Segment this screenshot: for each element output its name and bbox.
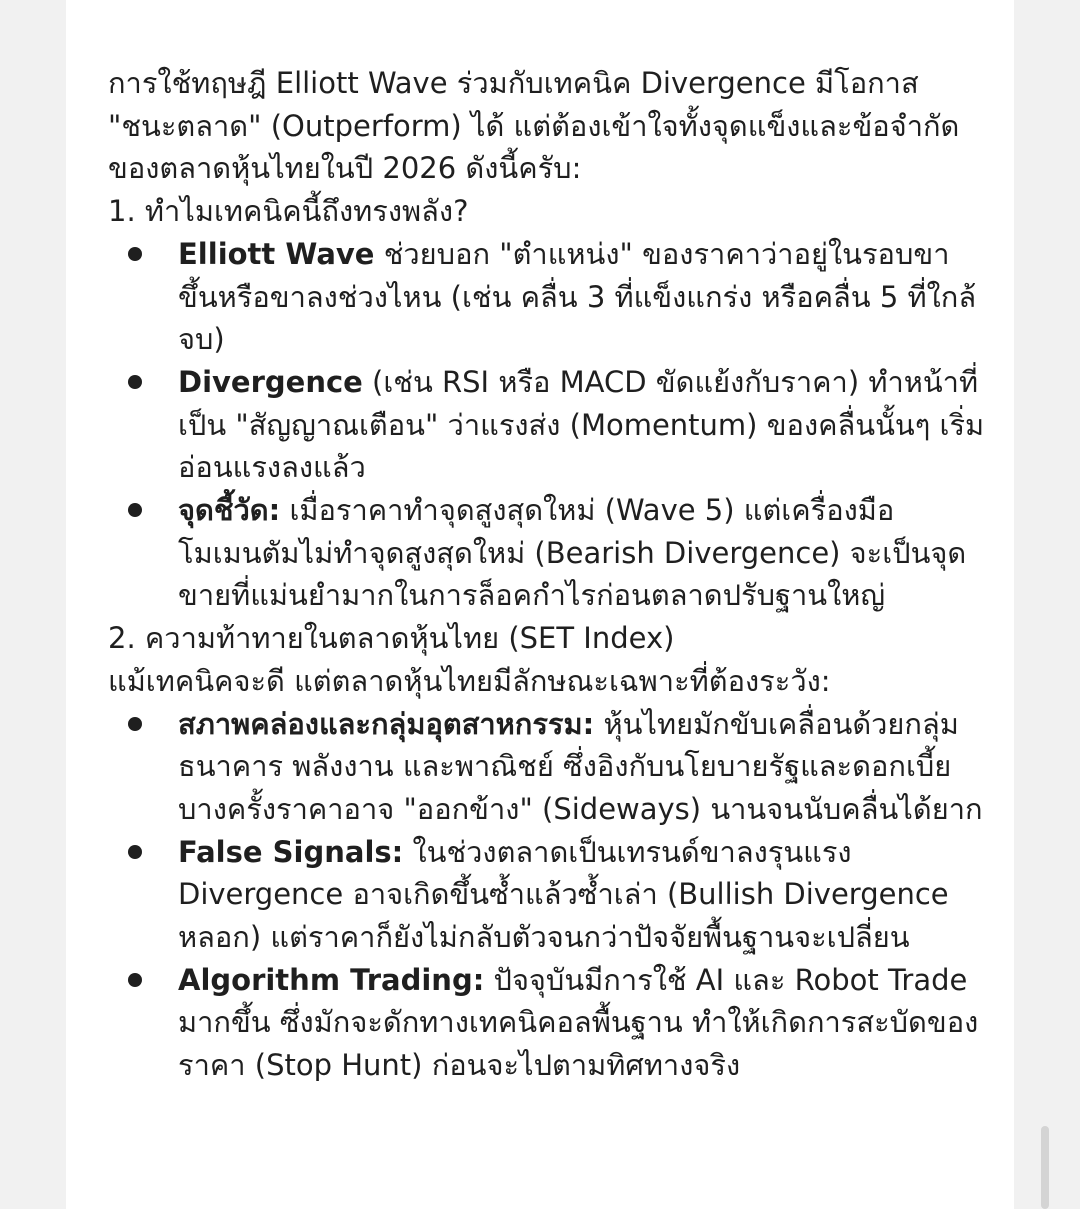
bullet-list-challenges [108,703,988,1087]
item-text: ปัจจุบันมีการใช้ AI และ Robot Trade มากขึ้น ซึ่งมักจะดักทางเทคนิคอลพื้นฐาน ทำให้เกิดการสะบัดของราคา (Stop Hunt) ก่อนจะไปตามทิศทางจริง [178,962,979,1083]
section-subheading: แม้เทคนิคจะดี แต่ตลาดหุ้นไทยมีลักษณะเฉพาะที่ต้องระวัง: [108,663,831,698]
list-item [108,959,988,1087]
bullet-icon [128,503,142,517]
item-text: หุ้นไทยมักขับเคลื่อนด้วยกลุ่มธนาคาร พลังงาน และพาณิชย์ ซึ่งอิงกับนโยบายรัฐและดอกเบี้ย บางครั้งราคาอาจ "ออกข้าง" (Sideways) นานจนนับคลื่นได้ยาก [178,706,983,826]
item-term: จุดชี้วัด: [178,493,281,528]
section-heading-why: 1. ทำไมเทคนิคนี้ถึงทรงพลัง? [108,194,469,229]
item-term: สภาพคล่องและกลุ่มอุตสาหกรรม: [178,706,595,741]
item-text: ในช่วงตลาดเป็นเทรนด์ขาลงรุนแรง Divergence อาจเกิดขึ้นซ้ำแล้วซ้ำเล่า (Bullish Divergence หลอก) แต่ราคาก็ยังไม่กลับตัวจนกว่าปัจจัยพื้นฐานจะเปลี่ยน [178,834,949,955]
intro-paragraph: การใช้ทฤษฎี Elliott Wave ร่วมกับเทคนิค Divergence มีโอกาส "ชนะตลาด" (Outperform) ได้ แต่ต้องเข้าใจทั้งจุดแข็งและข้อจำกัดของตลาดหุ้นไทยในปี 2026 ดังนี้ครับ: [108,66,960,186]
bullet-icon [128,247,142,261]
list-item [108,831,988,959]
item-text: (เช่น RSI หรือ MACD ขัดแย้งกับราคา) ทำหน้าที่เป็น "สัญญาณเตือน" ว่าแรงส่ง (Momentum) ของคลื่นนั้นๆ เริ่มอ่อนแรงลงแล้ว [178,364,985,485]
scrollbar-thumb[interactable] [1041,1126,1049,1209]
section-heading-challenges: 2. ความท้าทายในตลาดหุ้นไทย (SET Index) [108,621,675,656]
item-term: Algorithm Trading: [178,962,485,997]
response-content [108,62,988,1087]
item-text: ช่วยบอก "ตำแหน่ง" ของราคาว่าอยู่ในรอบขาขึ้นหรือขาลงช่วงไหน (เช่น คลื่น 3 ที่แข็งแกร่ง หรือคลื่น 5 ที่ใกล้จบ) [178,236,977,357]
item-text: เมื่อราคาทำจุดสูงสุดใหม่ (Wave 5) แต่เครื่องมือโมเมนตัมไม่ทำจุดสูงสุดใหม่ (Bearish Divergence) จะเป็นจุดขายที่แม่นยำมากในการล็อคกำไรก่อนตลาดปรับฐานใหญ่ [178,493,967,613]
list-item [108,361,988,489]
bullet-icon [128,375,142,389]
item-term: Elliott Wave [178,236,375,271]
bullet-list-why [108,233,988,617]
list-item [108,703,988,831]
item-term: False Signals: [178,834,404,869]
item-term: Divergence [178,364,363,399]
bullet-icon [128,973,142,987]
bullet-icon [128,845,142,859]
list-item [108,233,988,361]
list-item [108,489,988,617]
bullet-icon [128,717,142,731]
